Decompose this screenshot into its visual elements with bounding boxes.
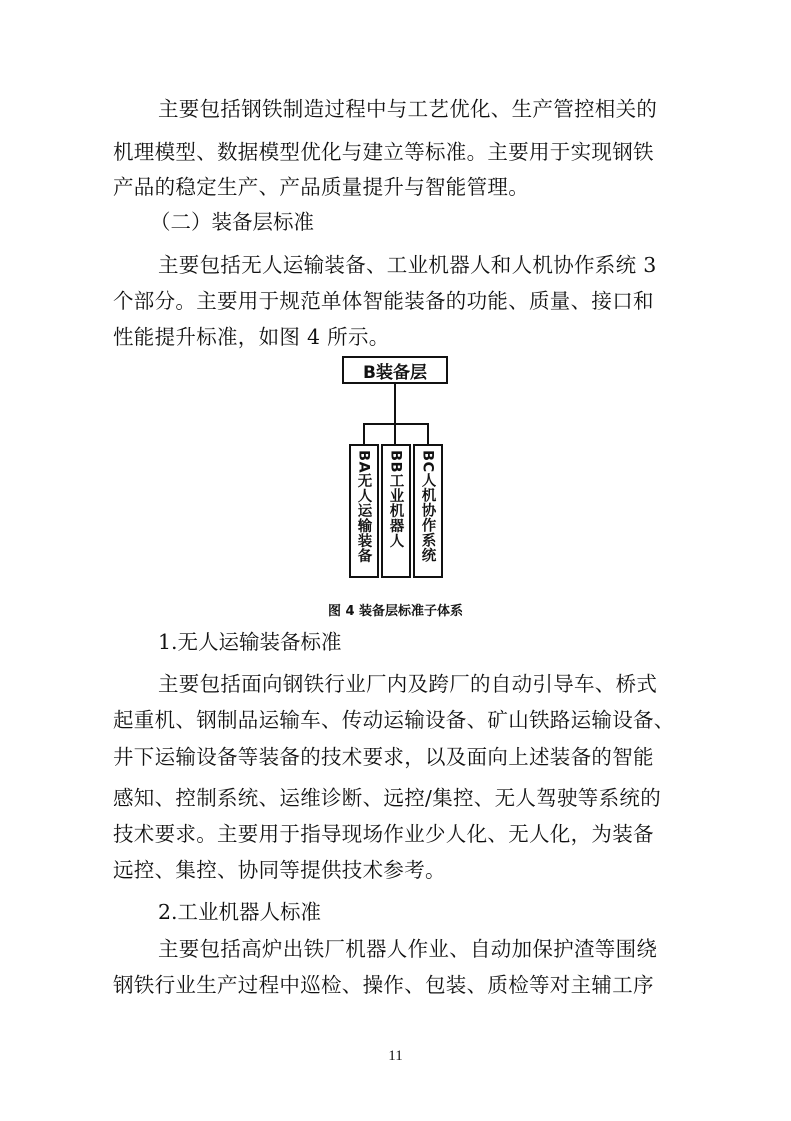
connector-line <box>363 423 429 425</box>
paragraph-line: 主要包括无人运输装备、工业机器人和人机协作系统 3 <box>158 253 657 277</box>
paragraph-line: 主要包括高炉出铁厂机器人作业、自动加保护渣等围绕 <box>158 937 658 961</box>
paragraph-line: 机理模型、数据模型优化与建立等标准。主要用于实现钢铁 <box>113 140 654 164</box>
diagram-child-label: BA无人运输装备 <box>355 450 372 564</box>
paragraph-line: 个部分。主要用于规范单体智能装备的功能、质量、接口和 <box>113 289 654 313</box>
diagram-child-node <box>381 444 411 578</box>
paragraph-line: 远控、集控、协同等提供技术参考。 <box>113 858 446 882</box>
paragraph-line: 主要包括钢铁制造过程中与工艺优化、生产管控相关的 <box>158 97 658 121</box>
subsection-heading: 2.工业机器人标准 <box>158 900 322 924</box>
page-number: 11 <box>388 1048 403 1064</box>
subsection-heading: 1.无人运输装备标准 <box>158 630 342 654</box>
connector-line <box>394 423 396 444</box>
paragraph-line: 性能提升标准，如图 4 所示。 <box>113 325 390 349</box>
paragraph-line: 起重机、钢制品运输车、传动运输设备、矿山铁路运输设备、 <box>113 708 675 732</box>
diagram-child-label: BC人机协作系统 <box>419 450 436 563</box>
diagram-child-node <box>349 444 379 578</box>
equipment-layer-diagram <box>300 352 500 592</box>
paragraph-line: 钢铁行业生产过程中巡检、操作、包装、质检等对主辅工序 <box>113 973 654 997</box>
paragraph-line: 主要包括面向钢铁行业厂内及跨厂的自动引导车、桥式 <box>158 672 658 696</box>
paragraph-line: 感知、控制系统、运维诊断、远控/集控、无人驾驶等系统的 <box>113 786 662 810</box>
figure-caption: 图 4 装备层标准子体系 <box>327 604 464 619</box>
connector-line <box>394 384 396 424</box>
connector-line <box>363 423 365 444</box>
diagram-child-label: BB工业机器人 <box>387 450 404 549</box>
paragraph-line: 产品的稳定生产、产品质量提升与智能管理。 <box>113 175 529 199</box>
paragraph-line: 技术要求。主要用于指导现场作业少人化、无人化，为装备 <box>113 822 654 846</box>
diagram-root-node: B装备层 <box>342 356 448 384</box>
section-heading: （二）装备层标准 <box>150 210 314 234</box>
diagram-child-node <box>413 444 443 578</box>
connector-line <box>427 423 429 444</box>
paragraph-line: 井下运输设备等装备的技术要求，以及面向上述装备的智能 <box>113 745 654 769</box>
